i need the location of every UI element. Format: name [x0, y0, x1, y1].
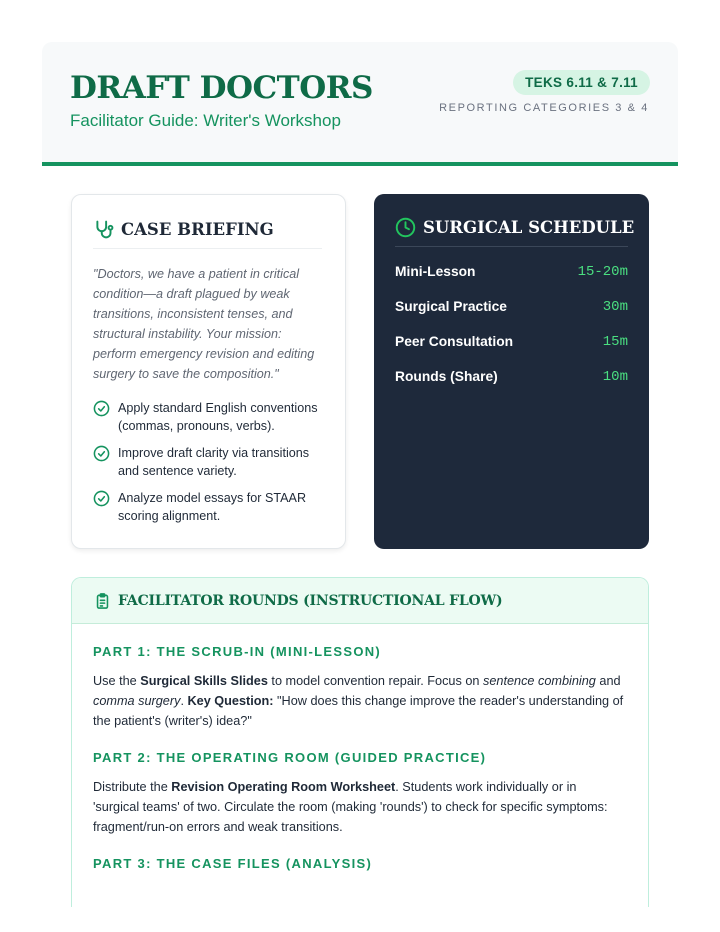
- schedule-time: 15-20m: [577, 264, 628, 280]
- facilitator-rounds-header: [72, 578, 649, 624]
- objective-item: [93, 445, 329, 480]
- objective-text: Apply standard English conventions (commas, pronouns, verbs).: [118, 401, 318, 433]
- check-circle-icon: [93, 445, 110, 462]
- worksheet-name-text: Revision Operating Room Worksheet: [171, 780, 396, 794]
- part-1-body: [93, 671, 625, 731]
- objective-item: [93, 490, 329, 525]
- surgical-schedule-card: [374, 194, 649, 549]
- clock-icon: [395, 217, 416, 238]
- schedule-row: [395, 264, 628, 284]
- reporting-categories: REPORTING CATEGORIES 3 & 4: [439, 102, 649, 114]
- schedule-row: [395, 299, 628, 319]
- schedule-time: 30m: [602, 299, 628, 315]
- sentence-combining-text: sentence combining: [483, 674, 596, 688]
- teks-badge: TEKS 6.11 & 7.11: [513, 70, 650, 95]
- clipboard-list-icon: [94, 592, 111, 610]
- comma-surgery-text: comma surgery: [93, 694, 181, 708]
- surgical-schedule-header: [395, 215, 635, 247]
- text-run: .: [180, 694, 188, 708]
- schedule-row: [395, 369, 628, 389]
- text-run: . Students work individually or in 'surgical teams' of two. Circulate the room (making 'rounds') to check for specific symptoms: fragment/run-on errors and weak transitions.: [93, 780, 608, 834]
- page-title: DRAFT DOCTORS: [70, 70, 373, 106]
- part-1: [93, 644, 625, 731]
- case-briefing-quote: "Doctors, we have a patient in critical condition—a draft plagued by weak transitions, inconsistent tenses, and structural instability. Your mission: perform emergency revision and editing surgery to save the composition.": [93, 267, 315, 381]
- part-1-title: PART 1: THE SCRUB-IN (MINI-LESSON): [93, 644, 382, 659]
- facilitator-rounds-heading: FACILITATOR ROUNDS (INSTRUCTIONAL FLOW): [118, 593, 503, 609]
- schedule-time: 15m: [602, 334, 628, 350]
- check-circle-icon: [93, 490, 110, 507]
- page-subtitle: Facilitator Guide: Writer's Workshop: [70, 111, 341, 130]
- check-circle-icon: [93, 400, 110, 417]
- objective-item: [93, 400, 329, 435]
- part-3: [93, 856, 625, 871]
- case-briefing-card: [71, 194, 346, 549]
- objective-text: Analyze model essays for STAAR scoring alignment.: [118, 491, 307, 523]
- surgical-skills-slides-text: Surgical Skills Slides: [140, 674, 268, 688]
- text-run: and: [595, 674, 621, 688]
- case-briefing-heading: CASE BRIEFING: [121, 220, 274, 239]
- schedule-label: Surgical Practice: [395, 299, 507, 314]
- text-run: Distribute the: [93, 780, 172, 794]
- facilitator-rounds-section: [71, 577, 649, 907]
- case-briefing-header: [93, 217, 322, 249]
- part-2-title: PART 2: THE OPERATING ROOM (GUIDED PRACTICE): [93, 750, 487, 765]
- text-run: "How does this change improve the reader's understanding of the patient's (writer's) idea?": [93, 694, 624, 728]
- part-2-body: [93, 777, 625, 837]
- surgical-schedule-heading: SURGICAL SCHEDULE: [423, 218, 635, 237]
- schedule-label: Peer Consultation: [395, 334, 514, 349]
- schedule-time: 10m: [602, 369, 628, 385]
- objectives-list: [93, 400, 329, 535]
- objective-text: Improve draft clarity via transitions and sentence variety.: [118, 446, 310, 478]
- text-run: Use the: [93, 674, 141, 688]
- key-question-label: Key Question:: [187, 694, 274, 708]
- schedule-label: Rounds (Share): [395, 369, 498, 384]
- part-2: [93, 750, 625, 837]
- schedule-label: Mini-Lesson: [395, 264, 476, 279]
- page-header: [42, 42, 678, 166]
- stethoscope-icon: [93, 219, 114, 240]
- schedule-row: [395, 334, 628, 354]
- text-run: to model convention repair. Focus on: [267, 674, 483, 688]
- part-3-title: PART 3: THE CASE FILES (ANALYSIS): [93, 856, 373, 871]
